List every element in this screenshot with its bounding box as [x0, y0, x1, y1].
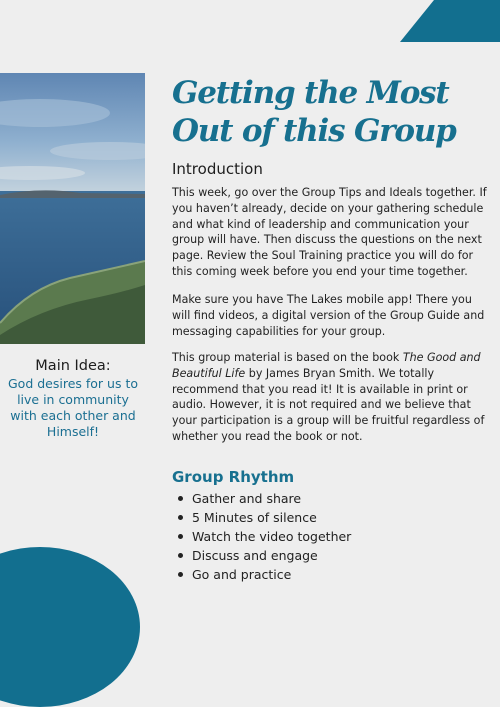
list-item [176, 565, 351, 584]
list-item [176, 489, 351, 508]
p3-text-start: This group material is based on the book [172, 351, 403, 364]
page-title [172, 74, 492, 150]
bullet-icon [178, 496, 183, 501]
bullet-icon [178, 515, 183, 520]
intro-paragraph-3 [172, 350, 490, 445]
intro-paragraph-1: This week, go over the Group Tips and Ideals together. If you haven’t already, decide on your gathering schedule and what kind of leadership and communication your group will have. Then discuss the questions on the next page. Review the Soul Training practice you will do for this coming week before you end your time together. [172, 186, 487, 278]
main-idea-box [4, 357, 142, 440]
p3-text-end: by James Bryan Smith. We totally recommend that you read it! It is available in print or audio. However, it is not required and we believe that your participation is a group will be fruitful regardless of whether you read the book or not. [172, 366, 485, 443]
list-item-label: Gather and share [192, 491, 302, 506]
main-idea-title: Main Idea: [35, 358, 111, 374]
list-item-label: Watch the video together [192, 529, 352, 544]
corner-decoration-top [400, 0, 500, 42]
list-item [176, 546, 351, 565]
corner-decoration-bottom [0, 547, 140, 707]
list-item-label: Discuss and engage [192, 548, 318, 563]
list-item [176, 508, 351, 527]
main-idea-text: God desires for us to live in community with each other and Himself! [7, 376, 138, 439]
list-item-label: Go and practice [192, 567, 292, 582]
group-rhythm-heading: Group Rhythm [172, 468, 295, 486]
bullet-icon [178, 553, 183, 558]
book-title: The Good and Beautiful Life [172, 351, 481, 380]
page-title-line2: Out of this Group [172, 113, 456, 149]
bullet-icon [178, 534, 183, 539]
page-title-line1: Getting the Most [172, 75, 449, 111]
group-rhythm-list [176, 489, 351, 584]
list-item-label: 5 Minutes of silence [192, 510, 317, 525]
introduction-heading: Introduction [172, 160, 263, 178]
bullet-icon [178, 572, 183, 577]
intro-paragraph-2: Make sure you have The Lakes mobile app! There you will find videos, a digital version of the Group Guide and messaging capabilities for your group. [172, 293, 485, 338]
list-item [176, 527, 351, 546]
lake-photo [0, 73, 145, 344]
